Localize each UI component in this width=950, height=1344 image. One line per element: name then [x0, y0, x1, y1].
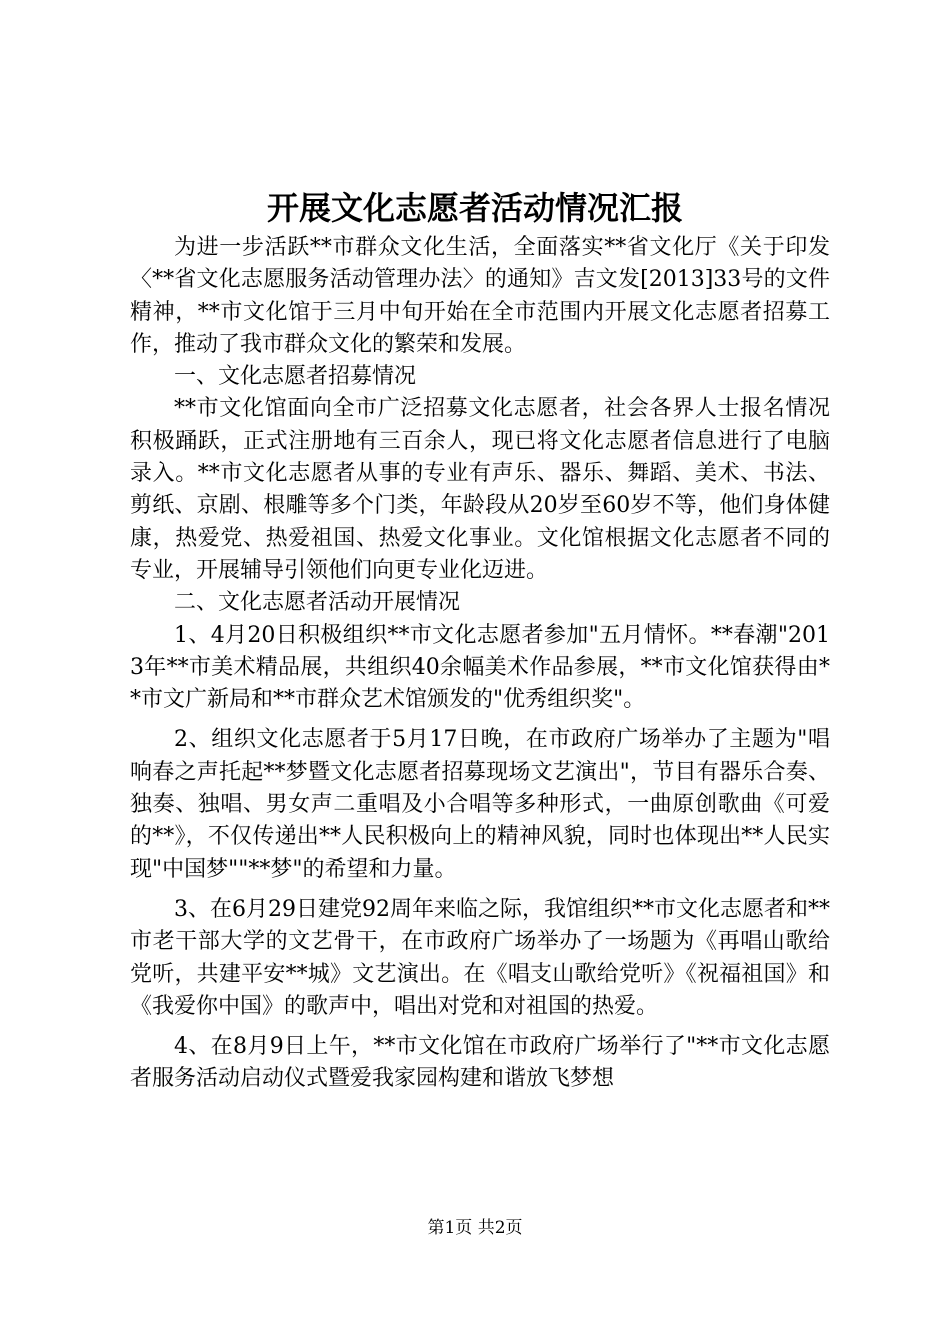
item4-paragraph: 4、在8月9日上午，**市文化馆在市政府广场举行了"**市文化志愿者服务活动启动仪式暨爱我家园构建和谐放飞梦想	[130, 1034, 830, 1092]
document-body	[130, 232, 830, 1096]
item1-paragraph: 1、4月20日积极组织**市文化志愿者参加"五月情怀。**春潮"2013年**市美术精品展，共组织40余幅美术作品参展，**市文化馆获得由**市文广新局和**市群众艺术馆颁发的"优秀组织奖"。	[130, 622, 830, 713]
section1-paragraph: **市文化馆面向全市广泛招募文化志愿者，社会各界人士报名情况积极踊跃，正式注册地有三百余人，现已将文化志愿者信息进行了电脑录入。**市文化志愿者从事的专业有声乐、器乐、舞蹈、美术、书法、剪纸、京剧、根雕等多个门类，年龄段从20岁至60岁不等，他们身体健康，热爱党、热爱祖国、热爱文化事业。文化馆根据文化志愿者不同的专业，开展辅导引领他们向更专业化迈进。	[130, 396, 830, 583]
section2-heading: 二、文化志愿者活动开展情况	[174, 590, 461, 616]
document-title: 开展文化志愿者活动情况汇报	[266, 189, 683, 227]
page-footer: 第1页 共2页	[427, 1218, 523, 1238]
section1-heading: 一、文化志愿者招募情况	[174, 364, 417, 390]
intro-paragraph: 为进一步活跃**市群众文化生活，全面落实**省文化厅《关于印发〈**省文化志愿服务活动管理办法〉的通知》吉文发[2013]33号的文件精神，**市文化馆于三月中旬开始在全市范围内开展文化志愿者招募工作，推动了我市群众文化的繁荣和发展。	[130, 235, 830, 357]
item3-paragraph: 3、在6月29日建党92周年来临之际，我馆组织**市文化志愿者和**市老干部大学的文艺骨干，在市政府广场举办了一场题为《再唱山歌给党听，共建平安**城》文艺演出。在《唱支山歌给党听》《祝福祖国》和《我爱你中国》的歌声中，唱出对党和对祖国的热爱。	[130, 896, 830, 1019]
item2-paragraph: 2、组织文化志愿者于5月17日晚，在市政府广场举办了主题为"唱响春之声托起**梦暨文化志愿者招募现场文艺演出"，节目有器乐合奏、独奏、独唱、男女声二重唱及小合唱等多种形式，一曲原创歌曲《可爱的**》，不仅传递出**人民积极向上的精神风貌，同时也体现出**人民实现"中国梦""**梦"的希望和力量。	[130, 727, 830, 882]
